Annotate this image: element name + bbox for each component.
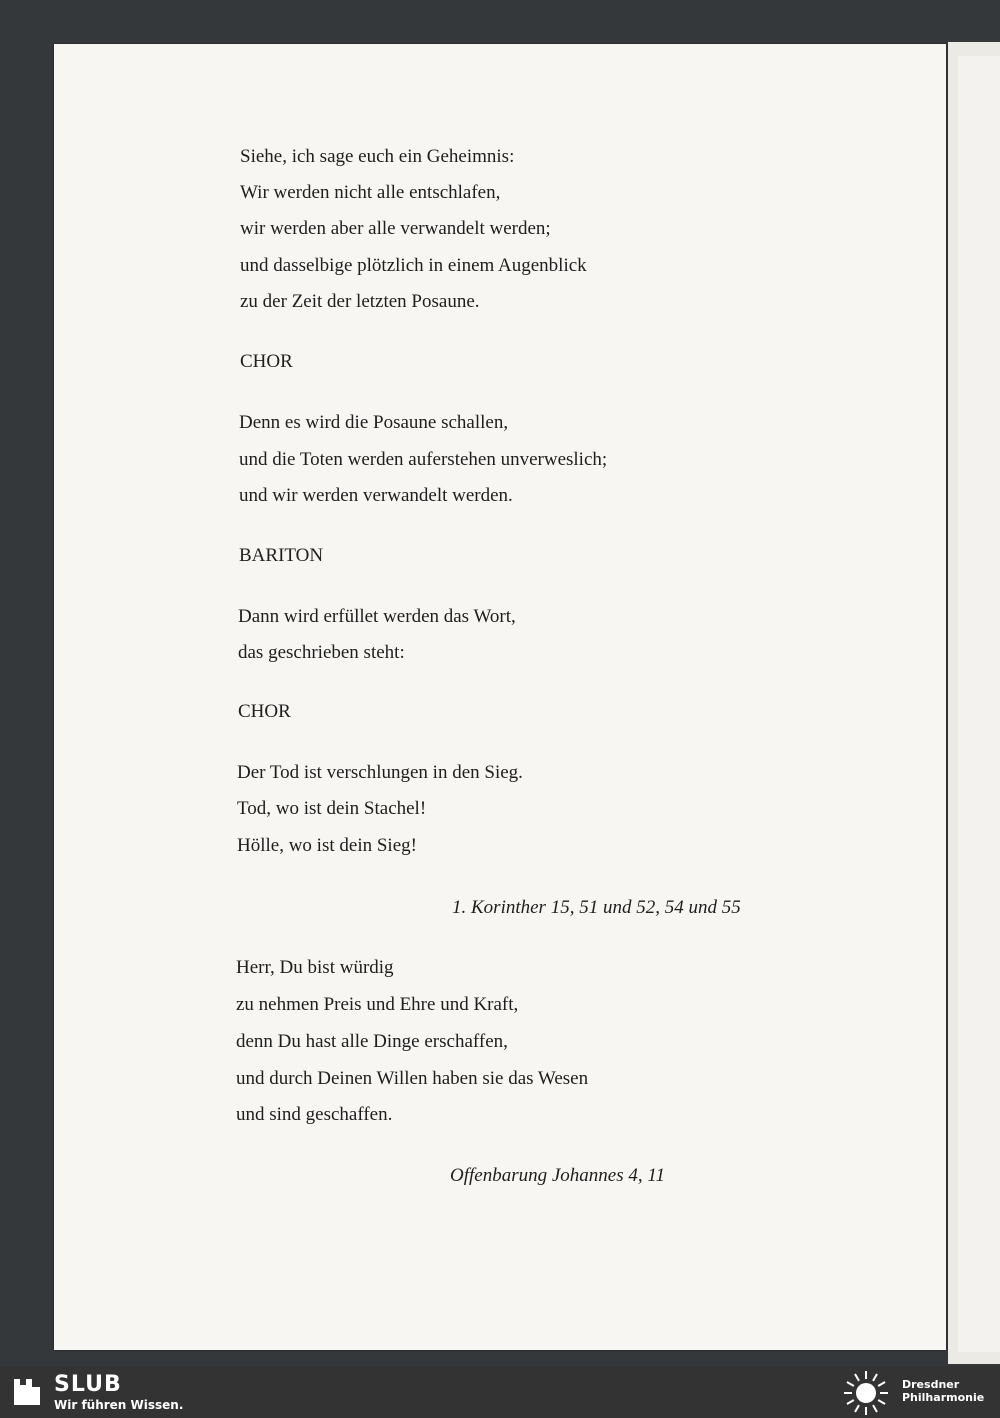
verse-line: wir werden aber alle verwandelt werden; xyxy=(240,218,551,239)
verse-line: Hölle, wo ist dein Sieg! xyxy=(237,835,417,856)
verse-line: Der Tod ist verschlungen in den Sieg. xyxy=(237,762,523,783)
philharmonie-logo-icon xyxy=(840,1370,892,1416)
library-tagline: Wir führen Wissen. xyxy=(54,1398,184,1412)
verse-line: Dann wird erfüllet werden das Wort, xyxy=(238,606,516,627)
verse-line: Tod, wo ist dein Stachel! xyxy=(237,798,427,819)
verse-line: und durch Deinen Willen haben sie das Wesen xyxy=(236,1068,589,1089)
partner-name-line2: Philharmonie xyxy=(902,1391,985,1404)
section-heading: BARITON xyxy=(239,545,324,566)
footer-bar xyxy=(0,1366,1000,1418)
verse-line: Wir werden nicht alle entschlafen, xyxy=(240,182,501,203)
verse-line: Denn es wird die Posaune schallen, xyxy=(239,412,509,433)
underlying-page-edge xyxy=(958,56,1000,1352)
section-heading: CHOR xyxy=(240,351,293,372)
verse-line: zu der Zeit der letzten Posaune. xyxy=(240,291,480,312)
verse-line: Siehe, ich sage euch ein Geheimnis: xyxy=(240,146,515,167)
slub-logo-icon xyxy=(12,1375,42,1409)
section-heading: CHOR xyxy=(238,701,291,722)
verse-line: denn Du hast alle Dinge erschaffen, xyxy=(236,1031,508,1052)
verse-line: das geschrieben steht: xyxy=(238,642,405,663)
scripture-reference: Offenbarung Johannes 4, 11 xyxy=(450,1165,665,1186)
partner-name-line1: Dresdner xyxy=(902,1378,960,1391)
verse-line: und dasselbige plötzlich in einem Augenblick xyxy=(240,255,587,276)
verse-line: und wir werden verwandelt werden. xyxy=(239,485,513,506)
verse-line: und die Toten werden auferstehen unverweslich; xyxy=(239,449,608,470)
library-name: SLUB xyxy=(54,1372,122,1397)
verse-line: zu nehmen Preis und Ehre und Kraft, xyxy=(236,994,519,1015)
verse-line: Herr, Du bist würdig xyxy=(236,957,394,978)
verse-line: und sind geschaffen. xyxy=(236,1104,393,1125)
scripture-reference: 1. Korinther 15, 51 und 52, 54 und 55 xyxy=(452,897,741,918)
